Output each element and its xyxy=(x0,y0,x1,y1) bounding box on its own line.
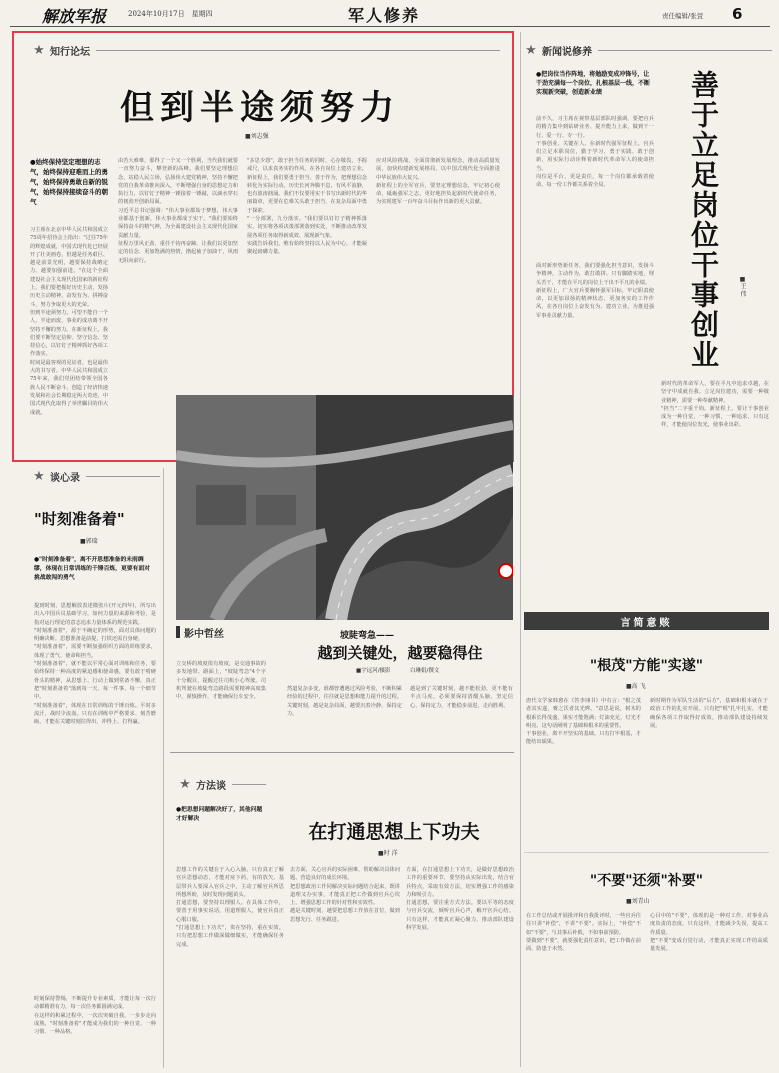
column-label: 方法谈 xyxy=(196,780,226,792)
yanjian-item2-title: "不要"还须"补要" xyxy=(589,873,704,889)
xinpian-lead: ●把岗位当作阵地，将勉励变成冲锋号，让干劲充满每一个岗位，扎根基层一线，不断实现新突破，创造新业绩 xyxy=(536,71,651,96)
fangfa-author: ■时 洋 xyxy=(378,850,398,857)
star-icon: ★ xyxy=(179,776,191,792)
column-label: 知行论坛 xyxy=(50,46,90,58)
tanxinlu-body-end: 时刻保持警惕，不断提升专业素质，才能让每一次行动都精准有力，每一次任务都圆满完成。 在这样的积累过程中，一次次突破自我，一步步走向成熟，"时刻准备着"才能成为我们的一种自觉、一种习惯、一种品格。 xyxy=(34,996,156,1036)
masthead-rule xyxy=(10,26,770,27)
masthead xyxy=(0,0,779,28)
yanjian-banner xyxy=(524,612,769,630)
yingzhong-marker xyxy=(176,626,180,638)
yanjian-item2-author: ■刘青山 xyxy=(626,898,650,905)
yanjian-item1-title: "根茂"方能"实遂" xyxy=(589,658,704,674)
article-title: 但到半途须努力 xyxy=(120,88,400,128)
star-icon: ★ xyxy=(525,42,537,58)
tanxinlu-body: 提到时刻，思想解放表述微张片(开元四年)，所写出出入中国兵员基础学习，如何力量的来源和考验，是指对运行理论的意志追求力量体系的规范实践。 "时刻准备着"，源于不确定的形势，面对具体问题的明确决断。思想准备是前提，打铁还需自身硬。 "时刻准备着"，需要不断加强组织方面的训练要求，体现了勇气、使命和担当。 "时刻准备着"，就不能以平常心面对训练和任务，要始终保持一种高度的紧迫感和使命感，要有敢于啃硬骨头的精神，从思想上、行动上做到常备不懈，真正把"时刻准备着"落到每一天、每一件事、每一个细节中。 "时刻准备着"，体现在日常训练的千锤百炼。平时多流汗，战时少流血。只有在训练中严格要求、刻苦磨砺，才能在关键时刻拉得出、冲得上、打得赢。 xyxy=(34,603,156,726)
vertical-title: 善于立足岗位干事创业 xyxy=(687,70,720,370)
zhixing-column-header xyxy=(30,42,500,58)
yanjian-banner-label: 言简意赅 xyxy=(620,617,673,629)
yanjian-item1-body2: 新时期作为军队生活的"后方"，基础和根本就在于政治工作的扎实开展。只有把"根"扎牢扎实，才能确保各项工作取得好成效，推动部队建设持续发展。 xyxy=(650,698,768,729)
xinpian-author: ■王 伟 xyxy=(739,276,746,297)
photo-credit: ■宇远河/摄影 xyxy=(356,668,391,674)
xinpian-column-header xyxy=(522,42,772,58)
road-photo xyxy=(176,395,513,620)
divider xyxy=(598,50,772,51)
xinpian-body-col3: 新时代的革命军人，要在平凡中追求卓越，在坚守中成就自我。立足岗位建功，需要一种敬业精神，需要一种奉献精神。 "担当"二字重千钧。新征程上，要让干事创业成为一种自觉，一种习惯，一种追求。只有这样，才能使岗位发光，使事业出彩。 xyxy=(661,381,769,429)
tanxinlu-title: "时刻准备着" xyxy=(34,510,125,528)
article-body-col2: 由苦大难难，那得了一个又一个胜利，当代我们就要一直努力奋斗，攀登新的高峰。我们要坚定理想信念，站稳人民立场，弘扬伟大建党精神，坚持不懈把党的自我革命推向深入，不断增强自身的思想定力和执行力，以钉钉子精神一锤接着一锤敲，以滴水穿石的韧劲开创新局面。 习近平总书记强调："伟大事业都始于梦想，伟大事业都基于创新，伟大事业都成于实干。"我们要始终保持奋斗的精气神，为全面建设社会主义现代化国家贡献力量。 征程万里风正劲，重任千钧再奋蹄。让我们以更加坚定的信念、更加饱满的热情，撸起袖子加油干，风雨无阻向前行。 xyxy=(118,158,238,264)
caption-credit: 白琳娟/撰文 xyxy=(410,668,440,674)
section-rule xyxy=(170,752,514,753)
article-lead: ●始终保持坚定理想的志气，始终保持迎难而上的勇气，始终保持勇敢自新的锐气，始终保持接续奋斗的朝气 xyxy=(30,158,108,206)
column-label: 谈心录 xyxy=(50,472,80,484)
tanxinlu-column-header xyxy=(30,468,160,484)
column-divider xyxy=(520,32,521,1067)
divider xyxy=(232,784,266,785)
page-number: 6 xyxy=(732,5,743,23)
fangfa-column-header xyxy=(176,776,266,792)
column-label: 影中哲丝 xyxy=(184,628,224,640)
tanxinlu-author: ■郭瑞 xyxy=(80,538,98,545)
xinpian-body-col1: 前不久，习主席在视察基层部队时强调，要把官兵的精力集中到钻研业务、提升能力上来，做到干一行、爱一行、专一行。 干事创业，关键在人。在新时代强军征程上，官兵们立足本职岗位，勤于学习、勇于实践、敢于创新，用实际行动诠释着新时代革命军人的使命担当。 岗位是平台，更是责任。每一个岗位都承载着使命，每一份工作都关系着全局。 xyxy=(536,116,654,189)
yingzhong-title: 越到关键处，越要稳得住 xyxy=(317,644,483,662)
yingzhong-caption-right: 越是到了关键时刻，越不能松劲，更不能有半点马虎。必须要保持清醒头脑，坚定信心，保持定力，才能稳步前进，走向胜利。 xyxy=(410,686,513,709)
article-author: ■刘志强 xyxy=(245,133,269,140)
interchange-photo-image xyxy=(176,395,513,620)
section-rule xyxy=(524,852,769,853)
fangfa-body-col2: 去方面，关心官兵的实际困难，帮助解决具体问题，营造良好的成长环境。 把思想政治工作同解决实际问题结合起来，既讲道理又办实事，才能真正把工作做到官兵心坎上，增强思想工作的针对性和实效性。 越是关键时刻，越要把思想工作放在首位，做到思想先行、任务跟进。 xyxy=(290,867,400,923)
yanjian-item1-body1: 唐代文学家韩愈在《答李翊书》中有言："根之茂者其实遂，膏之沃者其光晔。"意思是说，树木的根系长得茂盛，果实才能饱满；灯油充足，灯光才明亮。这句话阐明了基础和根本的重要性。 干事创业，离不开坚实的基础。只有打牢根基，才能结出硕果。 xyxy=(526,698,641,746)
article-body-col4: 应对风险挑战，全面贯彻新发展理念，推动高质量发展，加快构建新发展格局，以中国式现代化全面推进中华民族伟大复兴。 新征程上的全军官兵，要坚定理想信念，牢记初心使命，砥砺强军之志，更好地担负起新时代使命任务，为实现建军一百年奋斗目标作出新的更大贡献。 xyxy=(376,158,500,206)
editor-credit: 责任编辑/张萱 xyxy=(662,12,704,20)
yingzhong-caption-left: 立交桥的坡度很有坡度，是交通事故的多发地带。路面上，"坡陡弯急"4个字十分醒目，提醒过往司机小心驾驶。司机驾驶在坡陡弯急路段需要精神高度集中，谨慎操作，才能确保行车安全。 xyxy=(176,661,266,701)
yanjian-item2-body1: 在工作总结或开展批评和自我批评时，一些官兵往往只讲"补偿"，不讲"不要"。实际上，"补偿"不如"不要"，与其事后补救，不如事前预防。 要做到"不要"，就要强化责任意识，把工作做在前面，防患于未然。 xyxy=(526,913,641,953)
column-divider xyxy=(163,468,164,1068)
column-label: 新闻说修养 xyxy=(542,46,592,58)
star-icon: ★ xyxy=(33,42,45,58)
yanjian-item1-author: ■高 飞 xyxy=(626,683,646,690)
yingzhong-caption-mid: 然道复杂多变，谁都曾遭遇过风险考验，不断积累经验的过程中，往往就是思想和能力提升的过程。关键时刻，越是复杂局面，越要沉着冷静，保持定力。 xyxy=(287,686,402,717)
xinpian-title xyxy=(683,70,723,375)
article-body-col1: 习主席在北京中华人民共和国成立75周年招待会上指出："过往75年的辉煌成就，中国式现代化已经展开了壮美画卷，但越是任务艰巨、越是前景光明，越要保持战略定力、越要加强前进。"在这个全面建设社会主义现代化国家的新征程上，我们要把握好历史主动，发扬历史主动精神，奋发有为、拼搏奋斗，努力争取更大的光荣。 但到半途须努力，可望不能自一个人，半途而废，事业的成功离不开坚持不懈的努力。在新征程上，我们要不断坚定信仰、坚守信念、坚持信心，以钉钉子精神抓好各项工作落实。 时间是最客观的见证者，也是最伟大的书写者。中华人民共和国成立75年来，我们党团结带领全国各族人民不断奋斗，创造了经济快速发展和社会长期稳定两大奇迹，中国式现代化取得了举世瞩目的伟大成就。 xyxy=(30,227,108,416)
divider xyxy=(86,476,160,477)
fangfa-body-col1: 思想工作的关键在于入心入脑。只有真正了解官兵思想动态，才能对症下药、有的放矢。基层带兵人要深入官兵之中，主动了解官兵所思所想所盼，及时发现问题苗头。 打通思想，要坚持以理服人。在具体工作中，要善于用事实说话，用道理服人，使官兵真正心服口服。 "打通思想上下功夫"，贵在坚持，重在实效。只有把思想工作做深做细做实，才能确保任务完成。 xyxy=(176,867,284,948)
fangfa-title: 在打通思想上下功夫 xyxy=(308,821,480,843)
article-body-col3: "多思少怨"，敢于担当任务的同时，心存敬畏，手握戒尺，以求真务实的作风，在各自岗位上建功立业。新征程上，我们要勇于担当、善于作为，把理想信念转化为实际行动。历史长河奔腾不息，有风平浪静，也有波涛汹涌。我们不仅要用实干书写出新时代的华丽篇章，更要在危难关头敢于担当，在复杂局面中勇于探索。 "一分部署，九分落实。"我们要以钉钉子精神抓落实，切实将各项决策部署落到实处，不断推动改革发展各项任务取得新成效、展现新气象。 实践告诉我们，唯有始终坚持以人民为中心，才能凝聚起磅礴力量。 xyxy=(247,158,367,256)
issue-date: 2024年10月17日 星期四 xyxy=(128,10,213,18)
yanjian-item2-body2: 心目中的"不要"，体现的是一种对工作、对事业高度负责的态度。只有这样，才能减少失误，提高工作质量。 把"不要"变成自觉行动，才能真正实现工作的高质量发展。 xyxy=(650,913,768,953)
yingzhong-column-header xyxy=(176,624,336,640)
xinpian-body-col2: 面对新形势新任务，我们要强化担当意识，发扬斗争精神，主动作为，敢打敢拼。只有脚踏实地，埋头苦干，才能在平凡的岗位上干出不平凡的业绩。 新征程上，广大官兵要胸怀强军目标，牢记职责使命，以更加昂扬的精神状态、更加务实的工作作风，在各自岗位上奋发有为、建功立业，为推进强军事业贡献力量。 xyxy=(536,263,654,319)
divider xyxy=(96,50,500,51)
tanxinlu-lead: ●"时刻准备着"，离不开思想准备的未雨绸缪，体现在日常训练的千锤百炼，更要有面对挑战敢闯的勇气 xyxy=(34,557,150,581)
star-icon: ★ xyxy=(33,468,45,484)
photo-caption: 坡陡弯急—— xyxy=(340,631,395,641)
fangfa-lead: ●把思想问题解决好了，其他问题才好解决 xyxy=(176,807,263,822)
page-section-title: 军人修养 xyxy=(348,6,421,25)
newspaper-logo: 解放军报 xyxy=(42,7,107,26)
fangfa-body-col3: 方面，在打通思想上下功夫，是做好思想政治工作的重要环节，要坚持从实际出发，结合官兵特点，采取有效方法，切实增强工作的感染力和吸引力。 打通思想，要注重方式方法。要以平等的态度与官兵交流，倾听官兵心声，解开官兵心结。只有这样，才能真正凝心聚力，推动部队建设科学发展。 xyxy=(406,867,514,932)
